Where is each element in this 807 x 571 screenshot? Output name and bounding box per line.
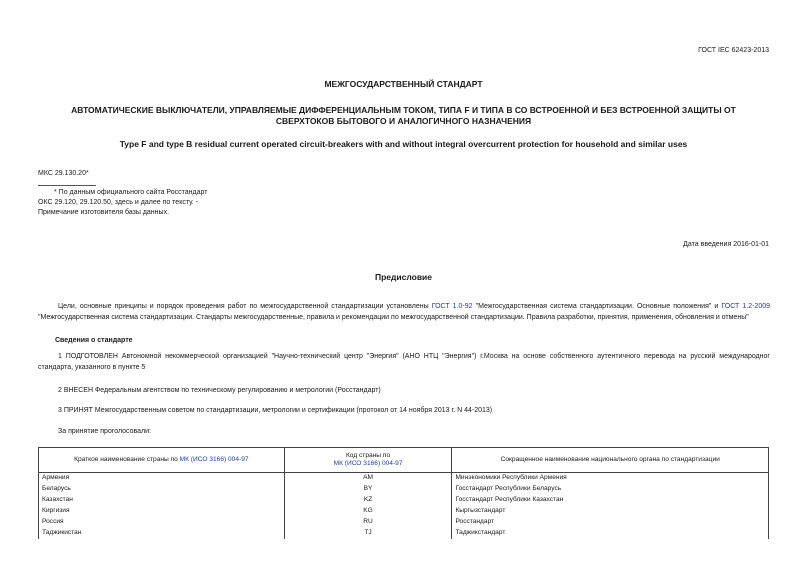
header-national-body: Сокращенное наименование национального органа по стандартизации: [452, 448, 769, 473]
cell-body: Госстандарт Республики Казахстан: [452, 495, 769, 506]
footnote-line-2: ОКС 29.120, 29.120.50, здесь и далее по тексту. -: [38, 199, 199, 207]
title-russian: АВТОМАТИЧЕСКИЕ ВЫКЛЮЧАТЕЛИ, УПРАВЛЯЕМЫЕ ДИФФЕРЕНЦИАЛЬНЫМ ТОКОМ, ТИПА F И ТИПА B СО ВСТРОЕННОЙ И БЕЗ ВСТРОЕННОЙ ЗАЩИТЫ ОТ СВЕРХТОКОВ БЫТОВОГО И АНАЛОГИЧНОГО НАЗНАЧЕНИЯ: [71, 105, 736, 127]
table-row: [39, 506, 769, 517]
cell-country: Киргизия: [39, 506, 285, 517]
table-row: [39, 473, 769, 485]
voted-label: За принятие проголосовали:: [58, 428, 151, 435]
introduction-date: Дата введения 2016-01-01: [683, 241, 769, 248]
header-country-code: [284, 448, 452, 473]
gost-1-2-2009-link[interactable]: ГОСТ 1.2-2009: [721, 303, 771, 310]
gost-1-0-92-link[interactable]: ГОСТ 1.0-92: [431, 303, 473, 310]
header-code-text: Код страны по: [345, 451, 391, 459]
goals-text-3: "Межгосударственная система стандартизации. Стандарты межгосударственные, правила и рекомендации по межгосударственной стандартизации. Правила разработки, принятия, применения, обновления и отмены": [38, 313, 749, 321]
mks-code: МКС 29.130.20*: [38, 170, 89, 177]
cell-country: Беларусь: [39, 484, 285, 495]
cell-code: RU: [284, 517, 452, 528]
standard-type-heading: МЕЖГОСУДАРСТВЕННЫЙ СТАНДАРТ: [324, 79, 483, 89]
goals-text-1: Цели, основные принципы и порядок проведения работ по межгосударственной стандартизации установлены: [58, 303, 432, 310]
cell-body: Росстандарт: [452, 517, 769, 528]
table-row: [39, 528, 769, 539]
cell-body: Таджикстандарт: [452, 528, 769, 539]
cell-country: Таджикистан: [39, 528, 285, 539]
preface-item-3: 3 ПРИНЯТ Межгосударственным советом по стандартизации, метрологии и сертификации (протокол от 14 ноября 2013 г. N 44-2013): [58, 407, 493, 414]
table-row: [39, 517, 769, 528]
standard-info-heading: Сведения о стандарте: [55, 337, 133, 344]
cell-code: KG: [284, 506, 452, 517]
cell-code: BY: [284, 484, 452, 495]
footnote-line-3: Примечание изготовителя базы данных.: [38, 209, 170, 217]
footnote-line-1: * По данным официального сайта Росстандарт: [54, 189, 208, 196]
cell-body: Минэкономики Республики Армения: [452, 473, 769, 485]
preface-goals-paragraph: [38, 302, 770, 323]
document-code: ГОСТ IEC 62423-2013: [698, 47, 769, 54]
cell-code: KZ: [284, 495, 452, 506]
cell-country: Казахстан: [39, 495, 285, 506]
table-row: [39, 484, 769, 495]
preface-item-1: 1 ПОДГОТОВЛЕН Автономной некоммерческой организацией "Научно-технический центр "Энергия" (АНО НТЦ "Энергия") г.Москва на основе собственного аутентичного перевода на русский международног стандарта, указанного в пункте 5: [38, 353, 770, 371]
header-country-link[interactable]: МК (ИСО 3166) 004-97: [179, 455, 249, 463]
cell-code: TJ: [284, 528, 452, 539]
table-header-row: [39, 448, 769, 473]
preface-title: Предисловие: [374, 272, 433, 282]
cell-country: Россия: [39, 517, 285, 528]
cell-body: Кыргызстандарт: [452, 506, 769, 517]
header-country-text: Краткое наименование страны по: [74, 455, 180, 463]
title-english: Type F and type B residual current operated circuit-breakers with and without integral overcurrent protection for household and similar uses: [119, 139, 688, 149]
header-country-name: [39, 448, 285, 473]
voters-table: [38, 447, 769, 539]
footnote: [38, 188, 268, 218]
cell-country: Армения: [39, 473, 285, 485]
cell-code: AM: [284, 473, 452, 485]
goals-text-2: "Межгосударственная система стандартизации. Основные положения" и: [472, 303, 722, 310]
table-row: [39, 495, 769, 506]
cell-body: Госстандарт Республики Беларусь: [452, 484, 769, 495]
header-code-link[interactable]: МК (ИСО 3166) 004-97: [333, 460, 403, 467]
preface-item-2: 2 ВНЕСЕН Федеральным агентством по техническому регулированию и метрологии (Росстандарт): [58, 387, 381, 394]
footnote-divider: [38, 185, 96, 186]
